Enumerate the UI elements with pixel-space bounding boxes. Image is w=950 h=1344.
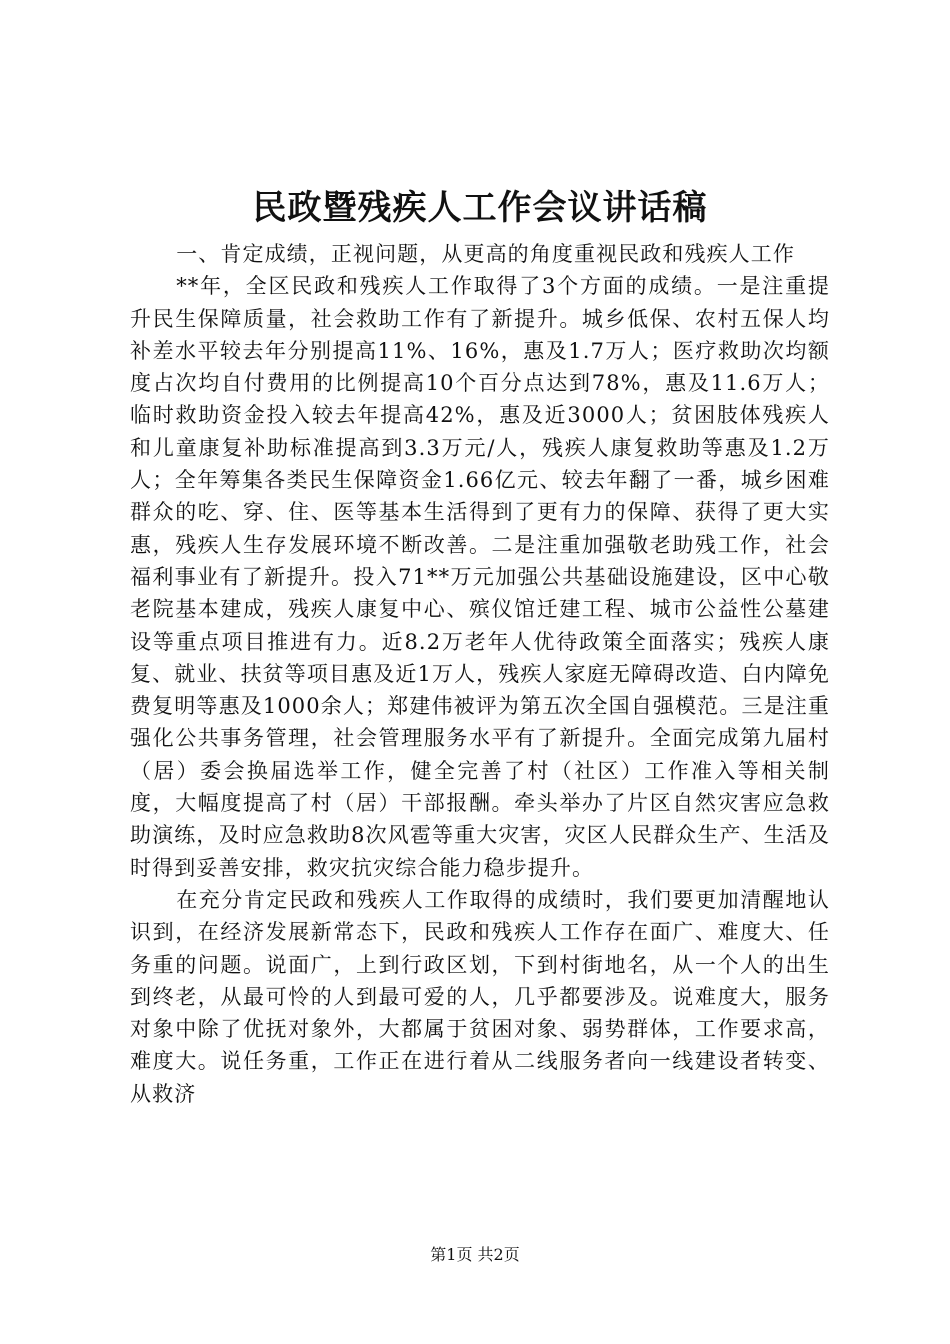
document-body xyxy=(130,238,830,1110)
body-paragraph: 在充分肯定民政和残疾人工作取得的成绩时，我们要更加清醒地认识到，在经济发展新常态下，民政和残疾人工作存在面广、难度大、任务重的问题。说面广，上到行政区划，下到村街地名，从一个人的出生到终老，从最可怜的人到最可爱的人，几乎都要涉及。说难度大，服务对象中除了优抚对象外，大都属于贫困对象、弱势群体，工作要求高，难度大。说任务重，工作正在进行着从二线服务者向一线建设者转变、从救济 xyxy=(130,887,830,1106)
section-heading: 一、肯定成绩，正视问题，从更高的角度重视民政和残疾人工作 xyxy=(176,242,795,266)
page-footer: 第1页 共2页 xyxy=(430,1245,520,1264)
body-paragraph: **年，全区民政和残疾人工作取得了3个方面的成绩。一是注重提升民生保障质量，社会救助工作有了新提升。城乡低保、农村五保人均补差水平较去年分别提高11%、16%，惠及1.7万人；医疗救助次均额度占次均自付费用的比例提高10个百分点达到78%，惠及11.6万人；临时救助资金投入较去年提高42%，惠及近3000人；贫困肢体残疾人和儿童康复补助标准提高到3.3万元/人，残疾人康复救助等惠及1.2万人；全年筹集各类民生保障资金1.66亿元、较去年翻了一番，城乡困难群众的吃、穿、住、医等基本生活得到了更有力的保障、获得了更大实惠，残疾人生存发展环境不断改善。二是注重加强敬老助残工作，社会福利事业有了新提升。投入71**万元加强公共基础设施建设，区中心敬老院基本建成，残疾人康复中心、殡仪馆迁建工程、城市公益性公墓建设等重点项目推进有力。近8.2万老年人优待政策全面落实；残疾人康复、就业、扶贫等项目惠及近1万人，残疾人家庭无障碍改造、白内障免费复明等惠及1000余人；郑建伟被评为第五次全国自强模范。三是注重强化公共事务管理，社会管理服务水平有了新提升。全面完成第九届村（居）委会换届选举工作，健全完善了村（社区）工作准入等相关制度，大幅度提高了村（居）干部报酬。牵头举办了片区自然灾害应急救助演练，及时应急救助8次风雹等重大灾害，灾区人民群众生产、生活及时得到妥善安排，救灾抗灾综合能力稳步提升。 xyxy=(130,274,830,880)
document-title: 民政暨残疾人工作会议讲话稿 xyxy=(252,188,708,228)
